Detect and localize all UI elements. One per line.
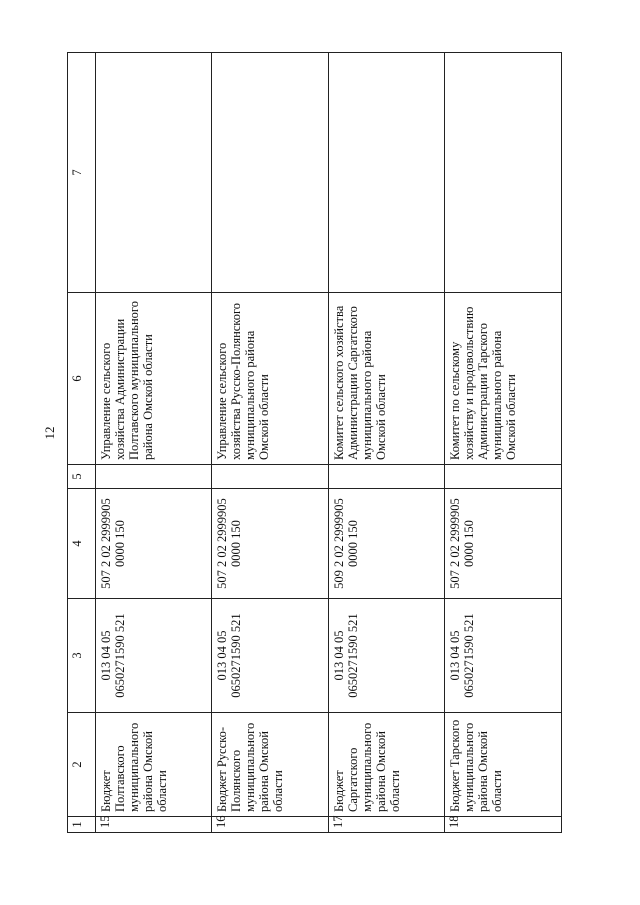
administrator-cell: Комитет сельского хозяйства Администрации Саргатского муниципального района Омской области <box>328 293 445 465</box>
budget-table <box>67 52 562 833</box>
code-cell: 509 2 02 2999905 0000 150 <box>328 489 445 599</box>
rotated-table-frame <box>67 53 562 833</box>
row-number: 16 <box>212 817 329 833</box>
row-number: 18 <box>445 817 562 833</box>
empty-cell <box>212 465 329 489</box>
table-row <box>445 53 562 833</box>
table-row <box>95 53 212 833</box>
code-cell: 507 2 02 2999905 0000 150 <box>95 489 212 599</box>
empty-cell <box>95 53 212 293</box>
column-header: 6 <box>68 293 96 465</box>
code-cell: 013 04 05 0650271590 521 <box>212 599 329 713</box>
column-header: 2 <box>68 713 96 817</box>
header-row <box>68 53 96 833</box>
column-header: 3 <box>68 599 96 713</box>
column-header: 7 <box>68 53 96 293</box>
budget-cell: Бюджет Русско-Полянского муниципального района Омской области <box>212 713 329 817</box>
budget-cell: Бюджет Полтавского муниципального района Омской области <box>95 713 212 817</box>
budget-cell: Бюджет Тарского муниципального района Омской области <box>445 713 562 817</box>
code-cell: 507 2 02 2999905 0000 150 <box>445 489 562 599</box>
empty-cell <box>95 465 212 489</box>
page-number: 12 <box>42 426 57 440</box>
row-number: 17 <box>328 817 445 833</box>
code-cell: 013 04 05 0650271590 521 <box>328 599 445 713</box>
code-cell: 507 2 02 2999905 0000 150 <box>212 489 329 599</box>
table-row <box>328 53 445 833</box>
row-number: 15 <box>95 817 212 833</box>
code-cell: 013 04 05 0650271590 521 <box>95 599 212 713</box>
column-header: 1 <box>68 817 96 833</box>
empty-cell <box>328 465 445 489</box>
budget-cell: Бюджет Саргатского муниципального района Омской области <box>328 713 445 817</box>
administrator-cell: Управление сельского хозяйства Русско-Полянского муниципального района Омской области <box>212 293 329 465</box>
administrator-cell: Управление сельского хозяйства Администрации Полтавского муниципального района Омской области <box>95 293 212 465</box>
table-row <box>212 53 329 833</box>
empty-cell <box>445 465 562 489</box>
empty-cell <box>445 53 562 293</box>
column-header: 5 <box>68 465 96 489</box>
code-cell: 013 04 05 0650271590 521 <box>445 599 562 713</box>
administrator-cell: Комитет по сельскому хозяйству и продовольствию Администрации Тарского муниципального района Омской области <box>445 293 562 465</box>
empty-cell <box>328 53 445 293</box>
empty-cell <box>212 53 329 293</box>
column-header: 4 <box>68 489 96 599</box>
